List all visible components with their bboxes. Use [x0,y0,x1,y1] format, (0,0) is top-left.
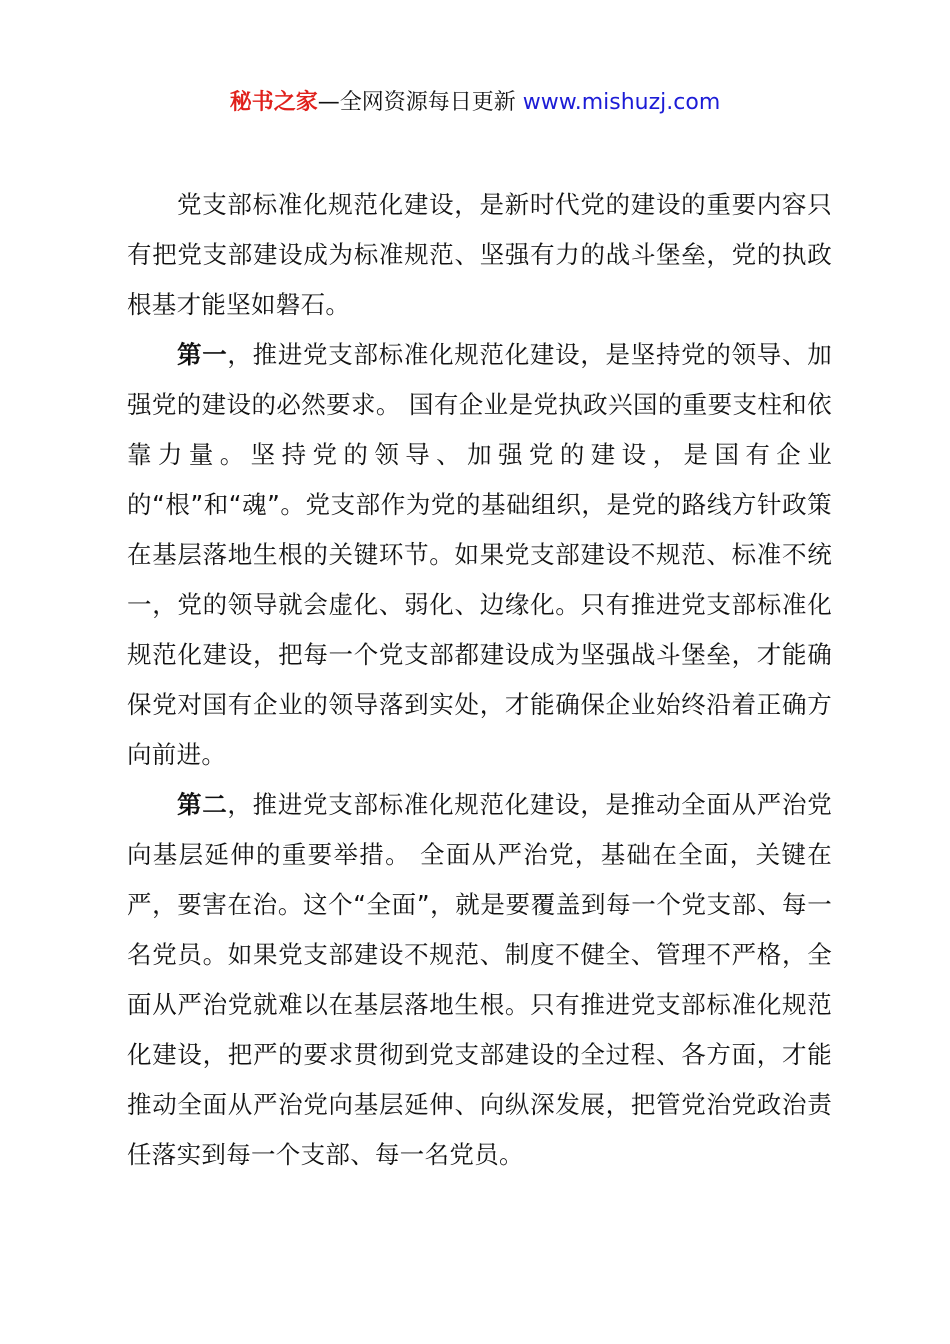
page-header [0,88,950,118]
paragraph-lead: 第一 [177,340,228,369]
paragraph-second [127,780,832,1180]
paragraph-intro [127,180,832,330]
document-body [127,180,832,1180]
paragraph-text: 党支部标准化规范化建设，是新时代党的建设的重要内容只有把党支部建设成为标准规范、坚强有力的战斗堡垒，党的执政根基才能坚如磐石。 [127,190,832,319]
paragraph-first [127,330,832,780]
header-tagline: —全网资源每日更新 [317,90,523,115]
site-url[interactable]: www.mishuzj.com [522,90,721,115]
brand-name: 秘书之家 [229,90,318,115]
paragraph-text: ，推进党支部标准化规范化建设，是坚持党的领导、加强党的建设的必然要求。 国有企业是党执政兴国的重要支柱和依靠力量。坚持党的领导、加强党的建设，是国有企业的“根”和“魂”。党支部作为党的基础组织，是党的路线方针政策在基层落地生根的关键环节。如果党支部建设不规范、标准不统一，党的领导就会虚化、弱化、边缘化。只有推进党支部标准化规范化建设，把每一个党支部都建设成为坚强战斗堡垒，才能确保党对国有企业的领导落到实处，才能确保企业始终沿着正确方向前进。 [127,340,832,769]
paragraph-text: ，推进党支部标准化规范化建设，是推动全面从严治党向基层延伸的重要举措。 全面从严治党，基础在全面，关键在严，要害在治。这个“全面”，就是要覆盖到每一个党支部、每一名党员。如果党支部建设不规范、制度不健全、管理不严格，全面从严治党就难以在基层落地生根。只有推进党支部标准化规范化建设，把严的要求贯彻到党支部建设的全过程、各方面，才能推动全面从严治党向基层延伸、向纵深发展，把管党治党政治责任落实到每一个支部、每一名党员。 [127,790,832,1169]
paragraph-lead: 第二 [177,790,228,819]
